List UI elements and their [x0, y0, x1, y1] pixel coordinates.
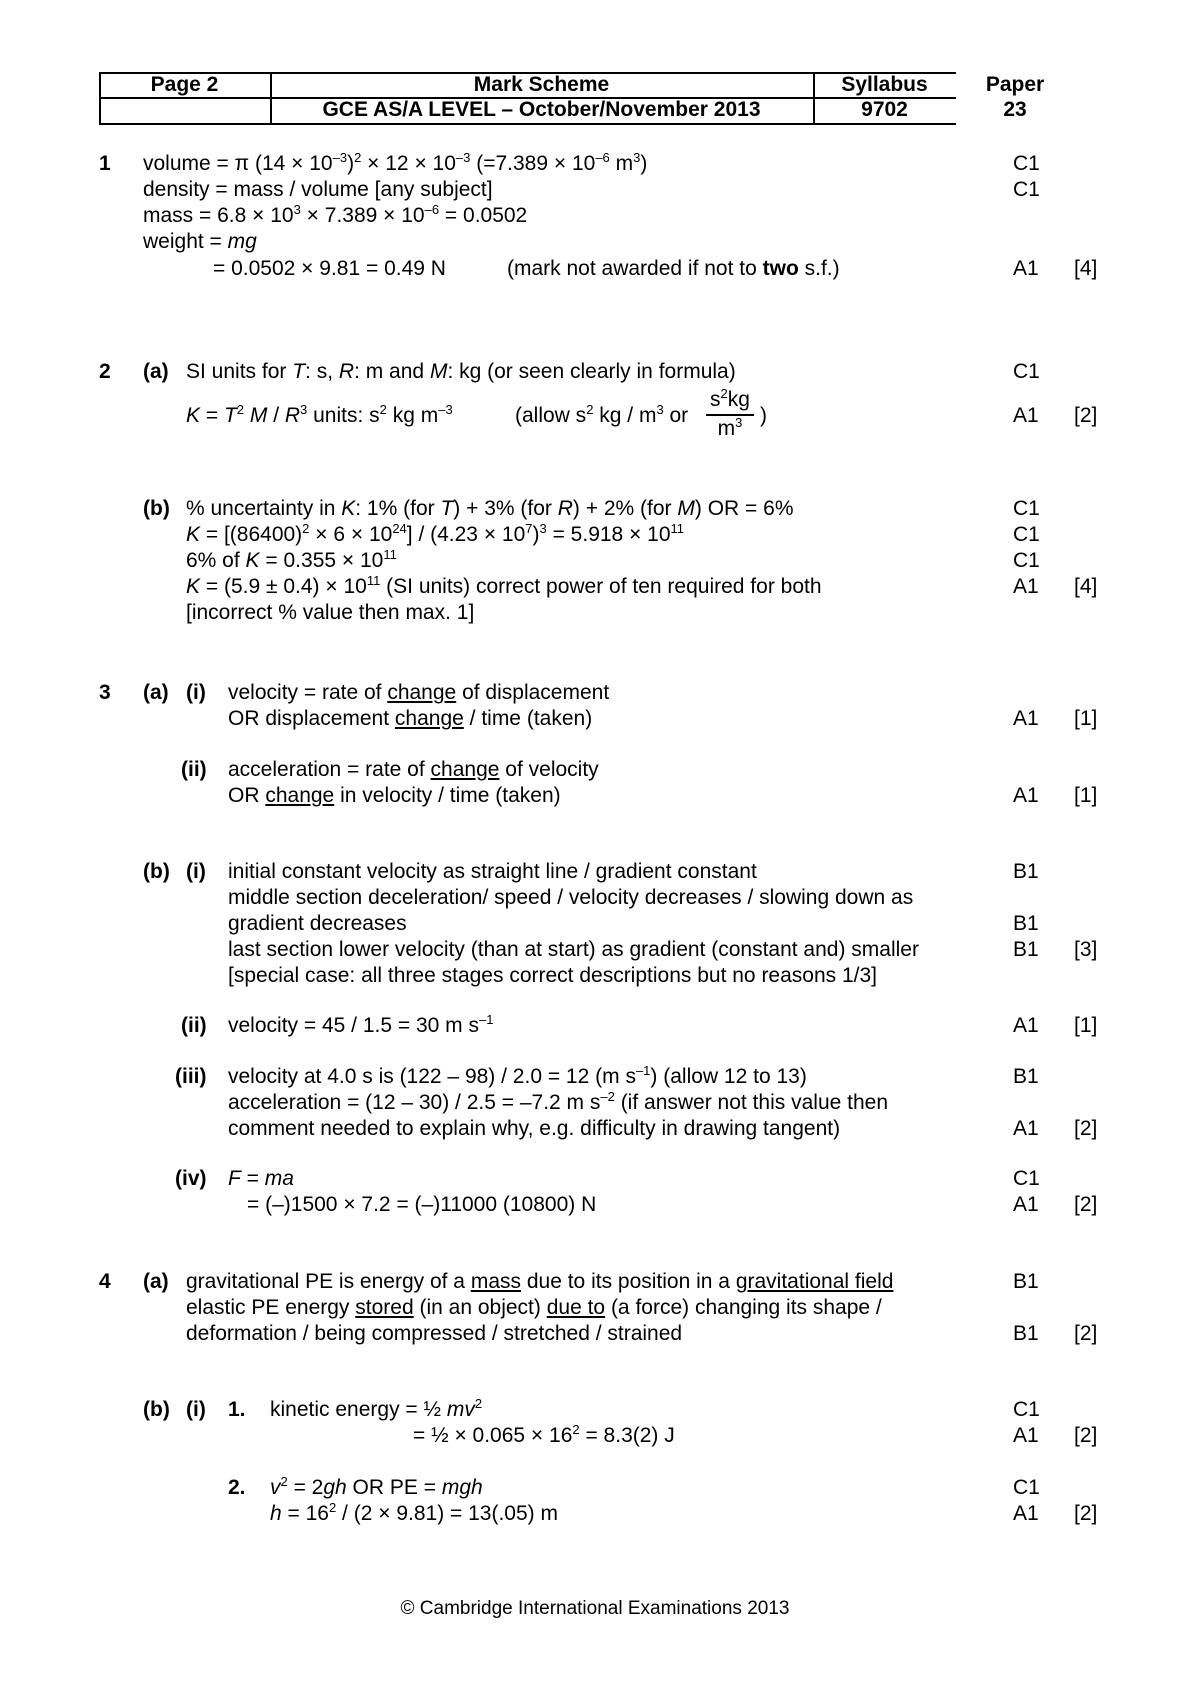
q3biv-line-1: F = ma: [228, 1167, 294, 1190]
q4a-line-3: deformation / being compressed / stretched / strained: [186, 1322, 683, 1345]
fraction-numerator: $s^2kg$: [710, 386, 750, 411]
part-label: (a): [143, 360, 169, 383]
q2b-uncertainty-line: % uncertainty in K: 1% (for T) + 3% (for R) + 2% (for M) OR = 6%: [186, 497, 794, 520]
document-title: Mark Scheme: [473, 73, 610, 96]
q3bi-line-4: last section lower velocity (than at start) as gradient (constant and) smaller: [228, 938, 919, 961]
q2a-close-paren: ): [760, 404, 767, 427]
q3ai-line-1: velocity = rate of change of displacement: [228, 681, 610, 704]
q4bi1-line-1: kinetic energy = ½ $mv^2$: [270, 1396, 483, 1421]
subpart-label: (iii): [175, 1065, 207, 1088]
q1-weight-result: = 0.0502 × 9.81 = 0.49 N: [213, 257, 446, 280]
mark-code: A1: [1013, 404, 1039, 427]
part-label: (a): [143, 1270, 169, 1293]
q3bii-line: velocity = 45 / 1.5 = 30 m $s^{-1}$: [228, 1012, 494, 1037]
mark-code: B1: [1013, 1270, 1039, 1293]
q3biii-line-2: acceleration = (12 – 30) / 2.5 = –7.2 m $s^{-2}$ (if answer not this value then: [228, 1089, 889, 1114]
mark-code: C1: [1013, 178, 1040, 201]
mark-code: C1: [1013, 1167, 1040, 1190]
part-label: (b): [143, 1398, 170, 1421]
subpart-label: (i): [186, 860, 206, 883]
paper-code: 23: [1003, 98, 1027, 121]
q4a-line-1: gravitational PE is energy of a mass due to its position in a gravitational field: [186, 1270, 894, 1293]
page-label: Page 2: [150, 73, 219, 96]
q4bi2-line-1: $v^2 = 2gh$ OR PE = mgh: [270, 1474, 483, 1499]
mark-total: [1]: [1074, 1014, 1098, 1037]
question-2-number: 2: [99, 360, 111, 383]
header-table: [99, 72, 956, 124]
q2a-allow-note: (allow $s^2$ kg / $m^3$ or: [515, 402, 689, 427]
paper-label: Paper: [985, 73, 1045, 96]
syllabus-code: 9702: [861, 98, 908, 121]
q1-mass-line: mass = $6.8 \times 10^3 \times 7.389 \times 10^{-6} = 0.0502$: [143, 202, 528, 227]
mark-code: A1: [1013, 1424, 1039, 1447]
mark-code: B1: [1013, 938, 1039, 961]
question-3-number: 3: [99, 681, 111, 704]
mark-code: A1: [1013, 1502, 1039, 1525]
subpart-label: (ii): [181, 1014, 207, 1037]
q2b-k-value-line: $K = [(86400)^2 \times 6 \times 10^{24}] / (4.23 \times 10^7)^3 = 5.918 \times 10^{11}$: [186, 521, 685, 546]
mark-total: [2]: [1074, 1322, 1098, 1345]
mark-code: A1: [1013, 1193, 1039, 1216]
subpart-label: (ii): [181, 758, 207, 781]
q3bi-line-2: middle section deceleration/ speed / velocity decreases / slowing down as: [228, 886, 914, 909]
mark-total: [2]: [1074, 1193, 1098, 1216]
q2a-units-line: SI units for T: s, R: m and M: kg (or seen clearly in formula): [186, 360, 736, 383]
mark-code: B1: [1013, 1322, 1039, 1345]
mark-code: A1: [1013, 257, 1039, 280]
q3biii-line-3: comment needed to explain why, e.g. difficulty in drawing tangent): [228, 1117, 841, 1140]
q2a-k-units-line: $K = T^2$ M / $R^3$ units: $s^2$ kg $m^{-3}$: [186, 402, 453, 427]
mark-code: A1: [1013, 575, 1039, 598]
q4bi2-line-2: $h = 16^2 / (2 \times 9.81) = 13(.05)$ m: [270, 1500, 558, 1525]
mark-total: [3]: [1074, 938, 1098, 961]
q1-weight-line: weight = mg: [143, 230, 257, 253]
part-label: (b): [143, 860, 170, 883]
copyright-footer: © Cambridge International Examinations 2013: [400, 1598, 790, 1619]
q3bi-line-1: initial constant velocity as straight line / gradient constant: [228, 860, 757, 883]
mark-total: [2]: [1074, 1424, 1098, 1447]
mark-code: A1: [1013, 1117, 1039, 1140]
mark-code: C1: [1013, 360, 1040, 383]
mark-code: C1: [1013, 497, 1040, 520]
subpart-label: (iv): [175, 1167, 207, 1190]
mark-code: A1: [1013, 1014, 1039, 1037]
part-label: (a): [143, 681, 169, 704]
question-4-number: 4: [99, 1270, 111, 1293]
q2b-final-line: $K = (5.9 \pm 0.4) \times 10^{11}$ (SI units) correct power of ten required for both: [186, 573, 822, 598]
exam-name: GCE AS/A LEVEL – October/November 2013: [322, 98, 761, 121]
mark-total: [2]: [1074, 1502, 1098, 1525]
mark-code: C1: [1013, 1398, 1040, 1421]
item-number: 2.: [228, 1476, 246, 1499]
q3ai-line-2: OR displacement change / time (taken): [228, 707, 593, 730]
q2b-six-percent-line: 6% of $K = 0.355 \times 10^{11}$: [186, 547, 397, 572]
mark-code: C1: [1013, 549, 1040, 572]
part-label: (b): [143, 497, 170, 520]
mark-code: C1: [1013, 523, 1040, 546]
syllabus-label: Syllabus: [841, 73, 928, 96]
q2a-fraction: [706, 388, 754, 444]
mark-code: B1: [1013, 912, 1039, 935]
q3biii-line-1: velocity at 4.0 s is (122 – 98) / 2.0 = 12 (m $s^{-1}$) (allow 12 to 13): [228, 1063, 807, 1088]
mark-code: C1: [1013, 152, 1040, 175]
question-1-number: 1: [99, 152, 111, 175]
q4bi1-line-2: = ½ × $0.065 \times 16^2 = 8.3(2)$ J: [413, 1422, 675, 1447]
q3bi-note: [special case: all three stages correct descriptions but no reasons 1/3]: [228, 964, 878, 987]
mark-code: C1: [1013, 1476, 1040, 1499]
mark-total: [1]: [1074, 784, 1098, 807]
subpart-label: (i): [186, 681, 206, 704]
mark-total: [1]: [1074, 707, 1098, 730]
q1-density-line: density = mass / volume [any subject]: [143, 178, 493, 201]
subpart-label: (i): [186, 1398, 206, 1421]
mark-code: B1: [1013, 860, 1039, 883]
mark-total: [4]: [1074, 575, 1098, 598]
q3bi-line-3: gradient decreases: [228, 912, 407, 935]
item-number: 1.: [228, 1398, 246, 1421]
q1-note: (mark not awarded if not to two s.f.): [507, 257, 840, 280]
mark-code: A1: [1013, 707, 1039, 730]
q3aii-line-2: OR change in velocity / time (taken): [228, 784, 561, 807]
q2b-note: [incorrect % value then max. 1]: [186, 601, 475, 624]
mark-total: [2]: [1074, 404, 1098, 427]
mark-total: [4]: [1074, 257, 1098, 280]
q3aii-line-1: acceleration = rate of change of velocity: [228, 758, 599, 781]
fraction-denominator: $m^3$: [717, 415, 743, 440]
q1-volume-line: volume = π $(14 \times 10^{-3})^2 \times 12 \times 10^{-3}$ ($=7.389 \times 10^{-6}$ $m^3$): [143, 150, 648, 175]
mark-code: A1: [1013, 784, 1039, 807]
q3biv-line-2: = (–)1500 × 7.2 = (–)11000 (10800) N: [247, 1193, 597, 1216]
mark-total: [2]: [1074, 1117, 1098, 1140]
q4a-line-2: elastic PE energy stored (in an object) due to (a force) changing its shape /: [186, 1296, 882, 1319]
mark-code: B1: [1013, 1065, 1039, 1088]
